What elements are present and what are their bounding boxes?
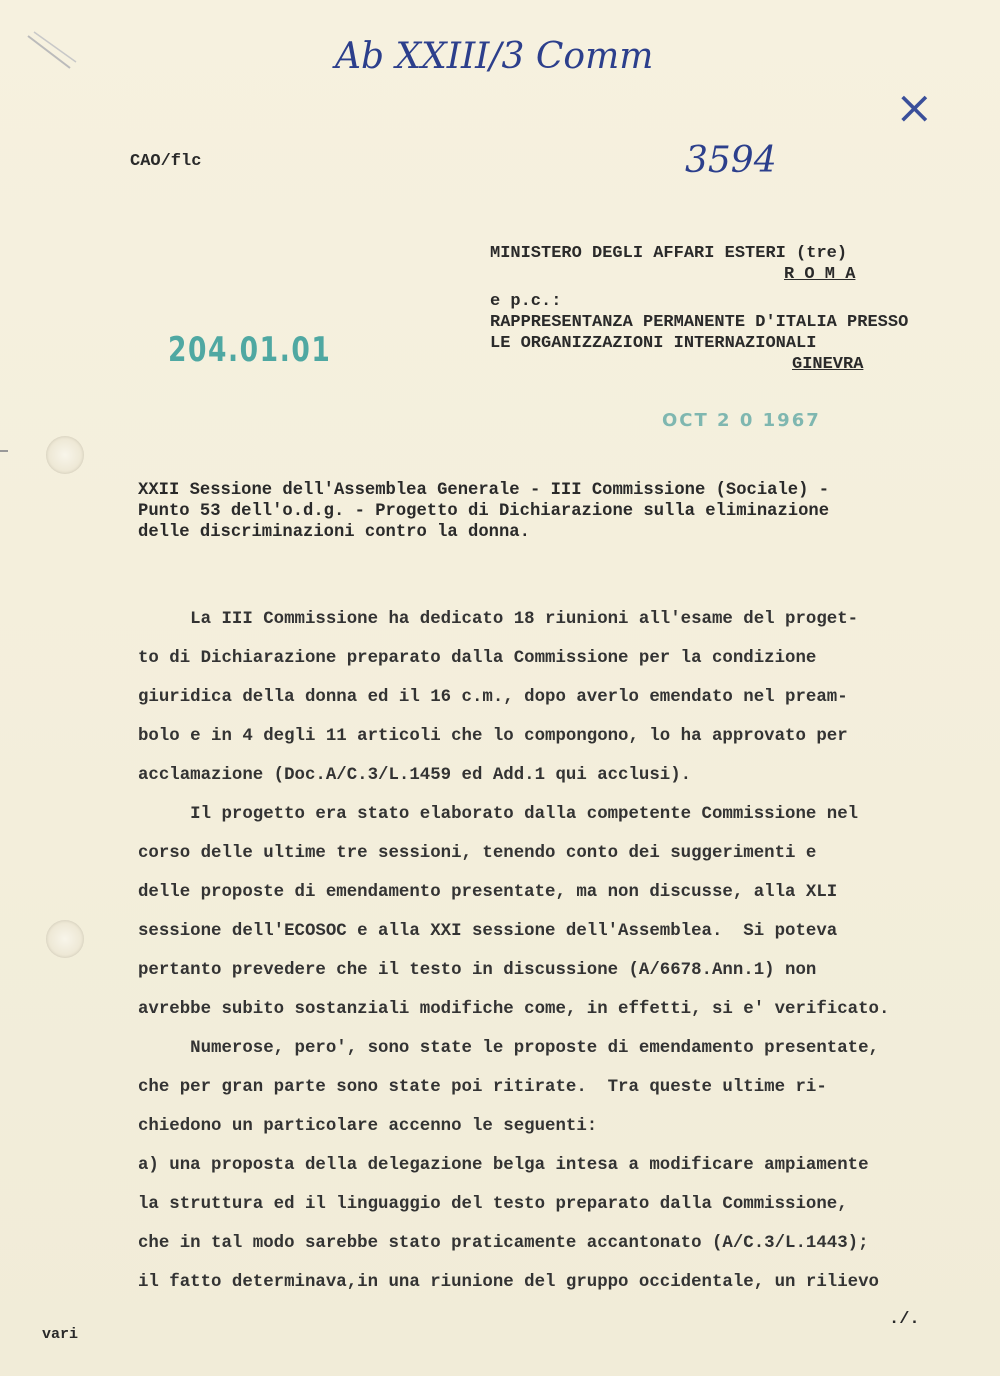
cc-label: e p.c.: — [490, 292, 562, 311]
body-line: La III Commissione ha dedicato 18 riunioni all'esame del proget- — [138, 610, 859, 629]
addressee-line: RAPPRESENTANZA PERMANENTE D'ITALIA PRESSO — [490, 313, 909, 332]
body-line: che per gran parte sono state poi ritirate. Tra queste ultime ri- — [138, 1078, 827, 1097]
addressee-city — [490, 354, 908, 375]
body-line: a) una proposta della delegazione belga intesa a modificare ampiamente — [138, 1156, 869, 1175]
addressee-city — [490, 264, 908, 285]
margin-mark — [0, 450, 8, 452]
body-line: la struttura ed il linguaggio del testo preparato dalla Commissione, — [138, 1195, 848, 1214]
distribution-note: vari — [42, 1326, 79, 1343]
body-line: Numerose, pero', sono state le proposte di emendamento presentate, — [138, 1039, 879, 1058]
body-line: chiedono un particolare accenno le seguenti: — [138, 1117, 598, 1136]
body-line: to di Dichiarazione preparato dalla Commissione per la condizione — [138, 649, 817, 668]
body-line: avrebbe subito sostanziali modifiche come, in effetti, si e' verificato. — [138, 1000, 890, 1019]
staple-marks — [20, 28, 90, 78]
body-line: bolo e in 4 degli 11 articoli che lo compongono, lo ha approvato per — [138, 727, 848, 746]
body-line: pertanto prevedere che il testo in discussione (A/6678.Ann.1) non — [138, 961, 817, 980]
continuation-mark: ./. — [889, 1310, 920, 1329]
subject-block — [138, 480, 829, 543]
handwritten-archive-note: Ab XXIII/3 Comm — [335, 36, 654, 77]
addressee-city-text: R O M A — [784, 265, 856, 284]
addressee-line: MINISTERO DEGLI AFFARI ESTERI (tre) — [490, 244, 848, 263]
punch-hole — [46, 436, 84, 474]
body-line: sessione dell'ECOSOC e alla XXI sessione dell'Assemblea. Si poteva — [138, 922, 838, 941]
body-line: il fatto determinava,in una riunione del gruppo occidentale, un rilievo — [138, 1273, 879, 1292]
handwritten-x-mark: × — [895, 80, 934, 134]
body-text — [138, 600, 889, 1302]
body-line: acclamazione (Doc.A/C.3/L.1459 ed Add.1 qui acclusi). — [138, 766, 692, 785]
body-line: corso delle ultime tre sessioni, tenendo conto dei suggerimenti e — [138, 844, 817, 863]
body-line: delle proposte di emendamento presentate, ma non discusse, alla XLI — [138, 883, 838, 902]
subject-line: Punto 53 dell'o.d.g. - Progetto di Dichiarazione sulla eliminazione — [138, 502, 830, 521]
punch-hole — [46, 920, 84, 958]
body-line: Il progetto era stato elaborato dalla competente Commissione nel — [138, 805, 859, 824]
subject-line: XXII Sessione dell'Assemblea Generale - III Commissione (Sociale) - — [138, 481, 830, 500]
body-line: che in tal modo sarebbe stato praticamente accantonato (A/C.3/L.1443); — [138, 1234, 869, 1253]
addressee-block — [490, 243, 908, 375]
archive-stamp: 204.01.01 — [168, 330, 332, 370]
subject-line: delle discriminazioni contro la donna. — [138, 523, 530, 542]
addressee-city-text: GINEVRA — [792, 355, 864, 374]
addressee-line: LE ORGANIZZAZIONI INTERNAZIONALI — [490, 334, 817, 353]
handwritten-protocol-number: 3594 — [685, 140, 777, 181]
date-stamp: OCT 2 0 1967 — [662, 410, 821, 431]
body-line: giuridica della donna ed il 16 c.m., dopo averlo emendato nel pream- — [138, 688, 848, 707]
reference-code: CAO/flc — [130, 152, 202, 171]
